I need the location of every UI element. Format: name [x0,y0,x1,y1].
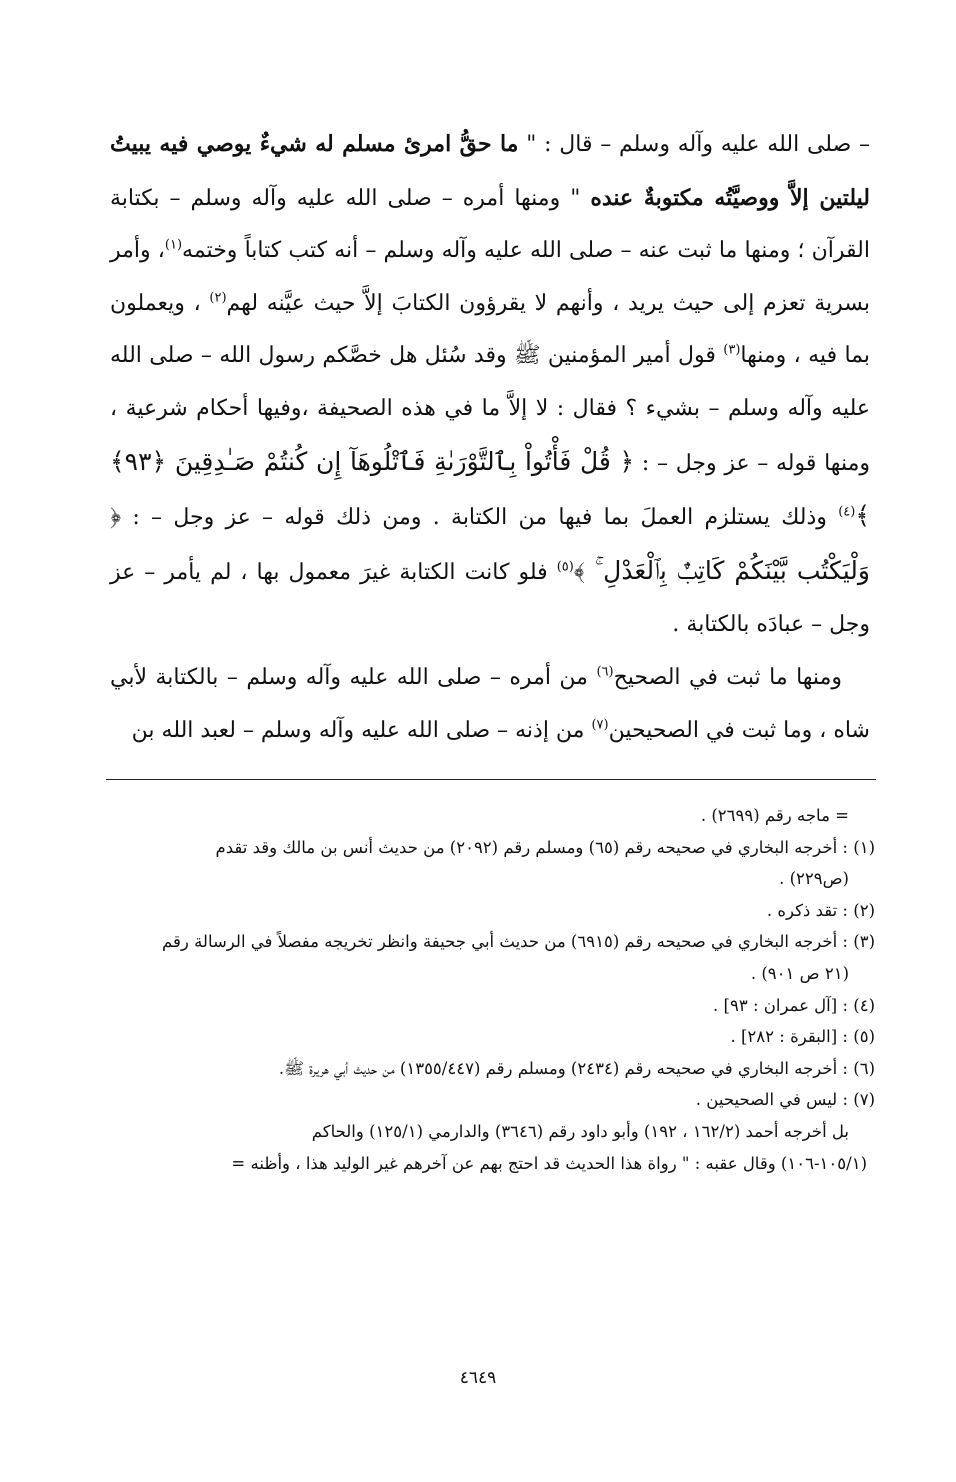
footnote-2: (٢) : تقد ذكره . [766,900,875,920]
footnote-5: (٥) : [البقرة : ٢٨٢] . [730,1027,875,1047]
page-number: ٤٦٤٩ [459,1368,497,1388]
footnote-4: (٤) : [آل عمران : ٩٣] . [713,995,875,1015]
paragraph-2 [110,652,870,757]
text-segment: من أمره – صلى الله عليه وآله وسلم – بالكتابة لأبي شاه ، وما ثبت في الصحيحين [110,664,870,743]
footnote-divider [106,779,876,780]
footnote-ref-6[interactable]: (٦) [596,664,614,680]
paragraph-1 [110,118,870,652]
footnote-6: (٦) : أخرجه البخاري في صحيحه رقم (٢٤٣٤) ومسلم رقم (١٣٥٥/٤٤٧) من حديث أبي هريرة ﷺ. [278,1058,875,1078]
footnote-ref-4[interactable]: (٤) [838,504,856,520]
footnote-3: (٣) : أخرجه البخاري في صحيحه رقم (٦٩١٥) من حديث أبي جحيفة وانظر تخريجه مفصلاً في الرسالة رقم [162,932,875,952]
text-segment: قول أمير المؤمنين ﷺ وقد سُئل هل خصَّكم رسول الله – صلى الله عليه وآله وسلم – بشيء ؟ فقال : لا إلاَّ ما في هذه الصحيفة ،وفيها أحكام شرعية ، ومنها قوله – عز وجل – : [110,343,870,476]
footnote-carryover: = ماجه رقم (٢٦٩٩) . [700,806,849,825]
quran-verse-2: ﴿ وَلْيَكْتُب بَّيْنَكُمْ كَاتِبٌۢ بِٱلْعَدْلِ ۚ ﴾ [110,501,870,585]
footnote-7-detail: بل أخرجه أحمد (١٦٢/٢ ، ١٩٢) وأبو داود رقم (٣٦٤٦) والدارمي (١٢٥/١) والحاكم [311,1121,849,1141]
hadith-quote: ما حقُّ امرئ مسلم له شيءٌ يوصي فيه يبيتُ ليلتين إلاَّ ووصيَّتُه مكتوبةٌ عنده [110,131,870,211]
footnote-ref-3[interactable]: (٣) [723,343,741,359]
text-segment: ، ويعملون بما فيه ، ومنها [110,290,870,369]
text-segment: ، وأمر بسرية تعزم إلى حيث يريد ، وأنهم لا يقرؤون الكتابَ إلاَّ حيث عيَّنه لهم [110,238,871,316]
footnote-ref-7[interactable]: (٧) [591,717,609,733]
text-segment: " ومنها أمره – صلى الله عليه وآله وسلم – بكتابة القرآن ؛ ومنها ما ثبت عنه – صلى الله عليه وآله وسلم – أنه كتب كتاباً وختمه [110,185,870,264]
footnote-ref-2[interactable]: (٢) [209,290,227,306]
footnote-7-detail-continued: (١٠٥/١-١٠٦) وقال عقبه : " رواة هذا الحديث قد احتج بهم عن آخرهم غير الوليد هذا ، وأظنه = [231,1153,867,1173]
footnote-1-continued: (ص٢٢٩) . [779,869,849,889]
text-segment: ومنها ما ثبت في الصحيح [613,664,842,690]
quran-verse-1: ﴿ قُلْ فَأْتُواْ بِٱلتَّوْرَىٰةِ فَٱتْلُوهَآ إِن كُنتُمْ صَـٰدِقِينَ ﴿٩٣﴾ ﴾ [110,446,870,531]
footnote-7: (٧) : ليس في الصحيحين . [695,1090,875,1110]
text-segment: وذلك يستلزم العملَ بما فيها من الكتابة . ومن ذلك قوله – عز وجل – : [132,505,827,531]
footnote-3-continued: (٢١ ص ٩٠١) . [750,963,849,983]
footnote-1: (١) : أخرجه البخاري في صحيحه رقم (٦٥) ومسلم رقم (٢٠٩٢) من حديث أنس بن مالك وقد تقدم [215,837,875,857]
text-segment: فلو كانت الكتابة غيرَ معمول بها ، لم يأمر – عز وجل – عبادَه بالكتابة . [110,559,870,638]
footnote-ref-1[interactable]: (١) [164,237,183,253]
footnotes [110,800,875,1179]
main-text [110,118,870,757]
text-segment: من إذنه – صلى الله عليه وآله وسلم – لعبد الله بن [131,717,585,743]
text-segment: – صلى الله عليه وآله وسلم – قال : " [526,132,871,157]
footnote-ref-5[interactable]: (٥) [556,559,574,575]
